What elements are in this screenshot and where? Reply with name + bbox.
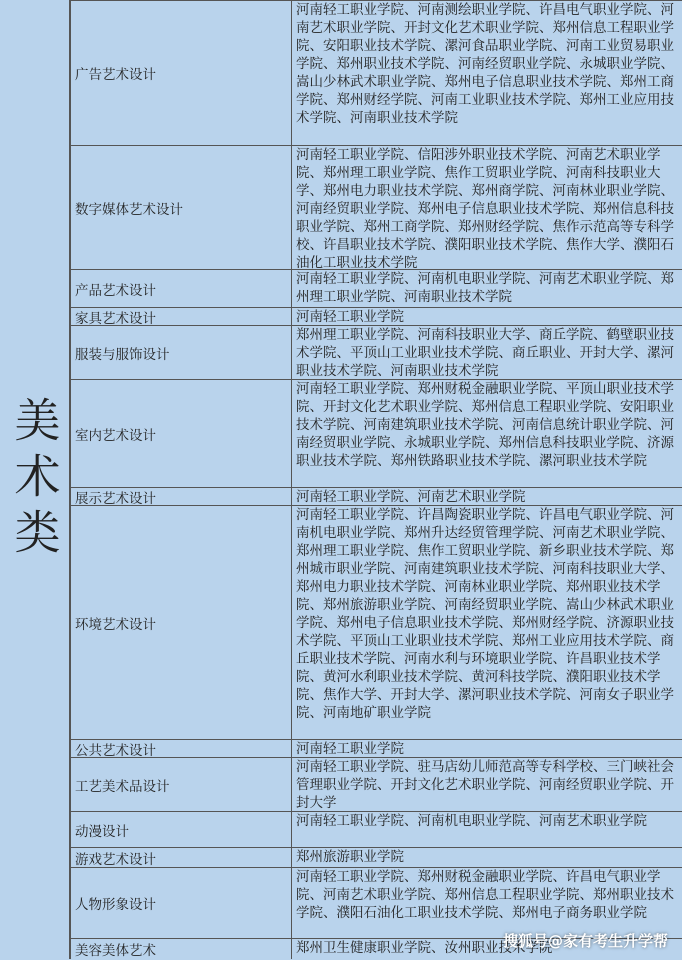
major-name: 工艺美术品设计 <box>71 758 292 811</box>
table-row <box>71 811 682 847</box>
major-name: 人物形象设计 <box>71 868 292 938</box>
school-list: 河南轻工职业学院、驻马店幼儿师范高等专科学校、三门峡社会管理职业学院、开封文化艺术职业学院、河南经贸职业学院、开封大学 <box>296 759 674 811</box>
major-name: 产品艺术设计 <box>71 270 292 307</box>
major-name: 美容美体艺术 <box>71 939 292 959</box>
table-row <box>71 505 682 739</box>
major-name: 室内艺术设计 <box>71 380 292 487</box>
table-row <box>71 739 682 757</box>
category-label: 美术类 <box>7 395 62 564</box>
school-list: 河南轻工职业学院、许昌陶瓷职业学院、许昌电气职业学院、河南机电职业学院、郑州升达经贸管理学院、河南艺术职业学院、郑州理工职业学院、焦作工贸职业学院、新乡职业技术学院、郑州城市职业学院、河南建筑职业技术学院、河南科技职业大学、郑州电力职业技术学院、河南林业职业学院、郑州职业技术学院、郑州旅游职业学院、河南经贸职业学院、嵩山少林武术职业学院、郑州电子信息职业技术学院、郑州财经学院、济源职业技术学院、平顶山工业职业技术学院、郑州工业应用技术学院、商丘职业技术学院、河南水利与环境职业学院、许昌职业技术学院、黄河水利职业技术学院、黄河科技学院、濮阳职业技术学院、焦作大学、开封大学、漯河职业技术学院、河南女子职业学院、河南地矿职业学院 <box>296 507 674 721</box>
major-name: 环境艺术设计 <box>71 506 292 739</box>
major-name: 展示艺术设计 <box>71 488 292 505</box>
table-row <box>71 867 682 938</box>
major-name: 游戏艺术设计 <box>71 848 292 867</box>
school-list: 河南轻工职业学院、信阳涉外职业技术学院、河南艺术职业学院、郑州理工职业学院、焦作工贸职业学院、河南科技职业大学、郑州电力职业技术学院、郑州商学院、河南林业职业学院、河南经贸职业学院、郑州电子信息职业技术学院、郑州信息科技职业学院、郑州工商学院、郑州财经学院、焦作示范高等专科学校、许昌职业技术学院、濮阳职业技术学院、焦作大学、濮阳石油化工职业技术学院 <box>296 147 674 270</box>
school-list: 河南轻工职业学院、河南机电职业学院、河南艺术职业学院、郑州理工职业学院、河南职业技术学院 <box>296 271 674 305</box>
school-list: 河南轻工职业学院 <box>296 309 404 325</box>
table-row <box>71 757 682 811</box>
school-list: 河南轻工职业学院 <box>296 741 404 757</box>
table-row <box>71 847 682 867</box>
table-row <box>71 379 682 487</box>
table-row <box>71 325 682 379</box>
category-cell <box>0 0 71 959</box>
school-list: 河南轻工职业学院、郑州财税金融职业学院、许昌电气职业学院、河南艺术职业学院、郑州信息工程职业学院、郑州职业技术学院、濮阳石油化工职业技术学院、郑州电子商务职业学院 <box>296 869 674 921</box>
major-name: 家具艺术设计 <box>71 308 292 325</box>
school-list: 郑州旅游职业学院 <box>296 849 404 865</box>
table-row <box>71 145 682 269</box>
major-name: 动漫设计 <box>71 812 292 847</box>
school-list: 河南轻工职业学院、河南艺术职业学院 <box>296 489 526 505</box>
watermark: 搜狐号@家有考生升学帮 <box>502 932 668 950</box>
major-name: 广告艺术设计 <box>71 1 292 145</box>
school-list: 郑州理工职业学院、河南科技职业大学、商丘学院、鹤壁职业技术学院、平顶山工业职业技术学院、商丘职业、开封大学、漯河职业技术学院、河南职业技术学院 <box>296 327 674 379</box>
major-name: 数字媒体艺术设计 <box>71 146 292 269</box>
school-list: 郑州卫生健康职业学院、汝州职业技术学院 <box>296 940 553 956</box>
major-name: 公共艺术设计 <box>71 740 292 757</box>
major-name: 服装与服饰设计 <box>71 326 292 379</box>
table-row <box>71 487 682 505</box>
table-row <box>71 269 682 307</box>
school-list: 河南轻工职业学院、郑州财税金融职业学院、平顶山职业技术学院、开封文化艺术职业学院、郑州信息工程职业学院、安阳职业技术学院、河南建筑职业技术学院、河南信息统计职业学院、河南经贸职业学院、永城职业学院、郑州信息科技职业学院、济源职业技术学院、郑州铁路职业技术学院、漯河职业技术学院 <box>296 381 674 469</box>
school-list: 河南轻工职业学院、河南测绘职业学院、许昌电气职业学院、河南艺术职业学院、开封文化艺术职业学院、郑州信息工程职业学院、安阳职业技术学院、漯河食品职业学院、河南工业贸易职业学院、郑州职业技术学院、河南经贸职业学院、永城职业学院、嵩山少林武术职业学院、郑州电子信息职业技术学院、郑州工商学院、郑州财经学院、河南工业职业技术学院、郑州工业应用技术学院、河南职业技术学院 <box>296 2 674 126</box>
school-list: 河南轻工职业学院、河南机电职业学院、河南艺术职业学院 <box>296 813 647 829</box>
table-row <box>71 0 682 145</box>
table-row <box>71 307 682 325</box>
